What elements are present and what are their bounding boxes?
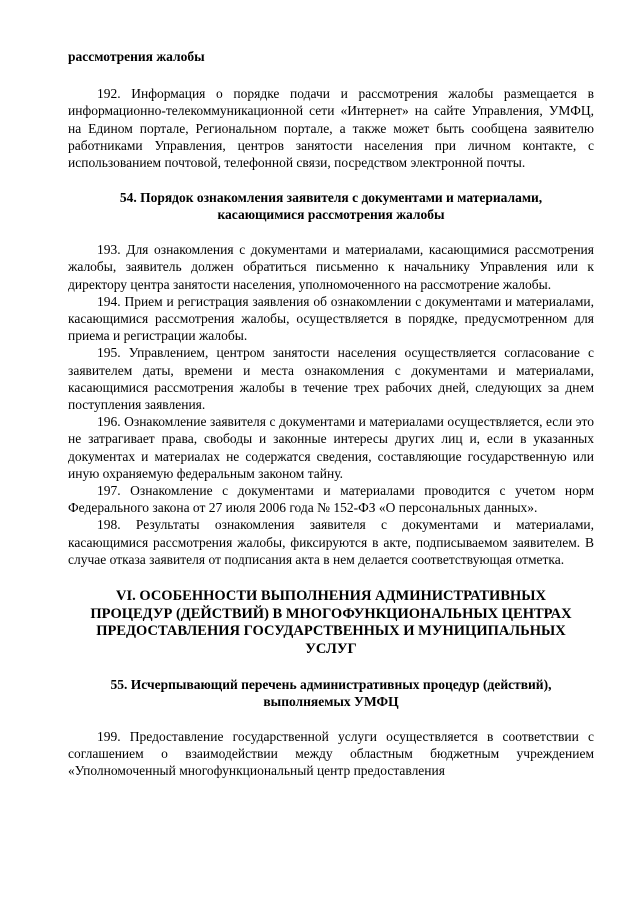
paragraph-199: 199. Предоставление государственной услуги осуществляется в соответствии с соглашением о взаимодействии между областным бюджетным учреждением «Уполномоченный многофункциональный центр предоставления: [68, 729, 594, 779]
paragraph-197: 197. Ознакомление с документами и материалами проводится с учетом норм Федерального закона от 27 июля 2006 года № 152-ФЗ «О персональных данных».: [68, 483, 594, 516]
paragraph-198: 198. Результаты ознакомления заявителя с документами и материалами, касающимися рассмотрения жалобы, фиксируются в акте, подписываемом заявителем. В случае отказа заявителя от подписания акта в нем делается соответствующая отметка.: [68, 517, 594, 567]
continued-heading: рассмотрения жалобы: [68, 49, 205, 64]
section-6-title: VI. ОСОБЕННОСТИ ВЫПОЛНЕНИЯ АДМИНИСТРАТИВНЫХ ПРОЦЕДУР (ДЕЙСТВИЙ) В МНОГОФУНКЦИОНАЛЬНЫХ ЦЕНТРАХ ПРЕДОСТАВЛЕНИЯ ГОСУДАРСТВЕННЫХ И МУНИЦИПАЛЬНЫХ УСЛУГ: [90, 588, 572, 657]
paragraph-196: 196. Ознакомление заявителя с документами и материалами осуществляется, если это не затрагивает права, свободы и законные интересы других лиц и, если в указанных документах и материалах не содержатся сведения, составляющие государственную или иную охраняемую федеральным законом тайну.: [68, 414, 594, 481]
paragraph-195: 195. Управлением, центром занятости населения осуществляется согласование с заявителем даты, времени и места ознакомления с документами и материалами, касающимися рассмотрения жалобы в течение трех рабочих дней, следующих за днем поступления заявления.: [68, 345, 594, 413]
heading-55: 55. Исчерпывающий перечень административных процедур (действий), выполняемых УМФЦ: [110, 677, 552, 710]
paragraph-194: 194. Прием и регистрация заявления об ознакомлении с документами и материалами, касающимися рассмотрения жалобы, осуществляется в порядке, предусмотренном для приема и регистрации жалобы.: [68, 293, 594, 344]
paragraph-193: 193. Для ознакомления с документами и материалами, касающимися рассмотрения жалобы, заявитель должен обратиться письменно к начальнику Управления или к директору центра занятости населения, уполномоченного на рассмотрение жалобы.: [68, 242, 594, 292]
paragraph-192: 192. Информация о порядке подачи и рассмотрения жалобы размещается в информационно-телекоммуникационной сети «Интернет» на сайте Управления, УМФЦ, на Едином портале, Региональном портале, а также может быть сообщена заявителю работниками Управления, центров занятости населения при личном контакте, с использованием почтовой, телефонной связи, посредством электронной почты.: [68, 86, 594, 171]
heading-54: 54. Порядок ознакомления заявителя с документами и материалами, касающимися рассмотрения жалобы: [119, 190, 543, 223]
document-page: [68, 48, 594, 780]
